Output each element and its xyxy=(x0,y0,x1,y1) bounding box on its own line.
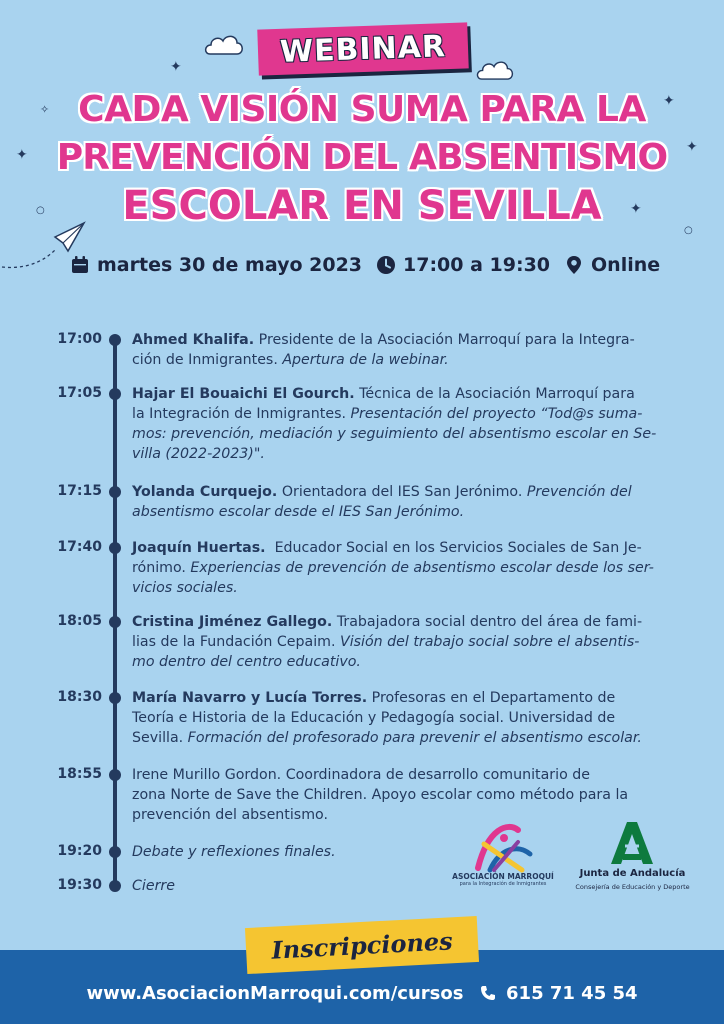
agenda-text-segment: Ahmed Khalifa. xyxy=(132,332,255,348)
agenda-text-segment: Educador Social en los Servicios Sociales de San Je- xyxy=(265,540,642,556)
agenda-description-line xyxy=(132,612,688,632)
agenda-description-line xyxy=(132,538,688,558)
phone-icon xyxy=(480,985,496,1001)
agenda-description-line xyxy=(132,330,688,350)
agenda-description-line xyxy=(132,482,688,502)
asociacion-subtitle: para la Integración de Inmigrantes xyxy=(459,881,547,887)
timeline-dot xyxy=(109,692,121,704)
agenda-description-line xyxy=(132,652,688,672)
title-line-1: CADA VISIÓN SUMA PARA LA xyxy=(78,89,646,130)
junta-andalucia-logo xyxy=(575,818,690,898)
agenda-text-segment: Sevilla. xyxy=(132,730,188,746)
agenda-description xyxy=(132,330,688,370)
sparkle-icon: ✦ xyxy=(170,59,182,75)
agenda-time: 17:15 xyxy=(57,483,102,499)
agenda-text-segment: zona Norte de Save the Children. Apoyo escolar como método para la xyxy=(132,787,629,803)
agenda-description xyxy=(132,482,688,522)
sparkle-icon: ○ xyxy=(36,205,45,216)
agenda-text-segment: Joaquín Huertas. xyxy=(132,540,266,556)
agenda-text-segment: Trabajadora social dentro del área de fami- xyxy=(332,614,643,630)
event-time xyxy=(376,254,550,276)
agenda-description-line xyxy=(132,765,688,785)
cloud-icon xyxy=(202,30,246,58)
agenda-text-segment: Irene Murillo Gordon. Coordinadora de desarrollo comunitario de xyxy=(132,767,591,783)
calendar-icon xyxy=(70,255,90,275)
contact-line xyxy=(0,983,724,1004)
agenda-description-line xyxy=(132,558,688,578)
agenda-text-segment: absentismo escolar desde el IES San Jerónimo. xyxy=(132,504,465,520)
agenda-text-segment: Profesoras en el Departamento de xyxy=(367,690,616,706)
agenda-description-line xyxy=(132,384,688,404)
agenda-text-segment: Cierre xyxy=(132,878,175,894)
timeline-dot xyxy=(109,846,121,858)
timeline-dot xyxy=(109,880,121,892)
agenda-description-line xyxy=(132,404,688,424)
agenda-text-segment: Formación del profesorado para prevenir el absentismo escolar. xyxy=(187,730,642,746)
agenda-text-segment: la Integración de Inmigrantes. xyxy=(132,406,351,422)
event-time-text: 17:00 a 19:30 xyxy=(403,254,551,276)
agenda-description-line xyxy=(132,728,688,748)
asociacion-marroqui-emblem-icon xyxy=(448,818,558,874)
event-title xyxy=(0,86,724,230)
location-pin-icon xyxy=(564,255,584,275)
agenda-text-segment: Presidente de la Asociación Marroquí para la Integra- xyxy=(254,332,635,348)
webinar-badge xyxy=(257,22,468,75)
timeline-dot xyxy=(109,542,121,554)
agenda-time: 17:05 xyxy=(57,385,102,401)
agenda-text-segment: lias de la Fundación Cepaim. xyxy=(132,634,340,650)
sparkle-icon: ○ xyxy=(684,225,693,236)
agenda-description-line xyxy=(132,578,688,598)
agenda-time: 18:05 xyxy=(57,613,102,629)
timeline-dot xyxy=(109,616,121,628)
agenda-text-segment: Prevención del xyxy=(526,484,632,500)
agenda-text-segment: vicios sociales. xyxy=(132,580,238,596)
agenda-text-segment: Técnica de la Asociación Marroquí para xyxy=(354,386,635,402)
timeline-dot xyxy=(109,769,121,781)
agenda-text-segment: Teoría e Historia de la Educación y Pedagogía social. Universidad de xyxy=(132,710,616,726)
agenda-description-line xyxy=(132,785,688,805)
agenda-text-segment: Yolanda Curquejo. xyxy=(132,484,278,500)
agenda-time: 17:00 xyxy=(57,331,102,347)
agenda-description xyxy=(132,538,688,598)
agenda-text-segment: Apertura de la webinar. xyxy=(282,352,449,368)
sparkle-icon: ✦ xyxy=(686,139,698,155)
agenda-description-line xyxy=(132,350,688,370)
agenda-text-segment: mos: prevención, mediación y seguimiento del absentismo escolar en Se- xyxy=(132,426,657,442)
agenda-text-segment: Debate y reflexiones finales. xyxy=(132,844,336,860)
inscripciones-label: Inscripciones xyxy=(270,925,454,965)
agenda-text-segment: prevención del absentismo. xyxy=(132,807,328,823)
agenda-text-segment: Orientadora del IES San Jerónimo. xyxy=(277,484,527,500)
sparkle-icon: ✦ xyxy=(630,201,642,217)
sparkle-icon: ✧ xyxy=(40,103,50,116)
agenda-text-segment: Experiencias de prevención de absentismo escolar desde los ser- xyxy=(190,560,654,576)
event-place xyxy=(564,254,660,276)
event-info-bar xyxy=(70,250,660,280)
agenda-description-line xyxy=(132,502,688,522)
agenda-text-segment: mo dentro del centro educativo. xyxy=(132,654,361,670)
agenda-text-segment: María Navarro y Lucía Torres. xyxy=(132,690,368,706)
clock-icon xyxy=(376,255,396,275)
sparkle-icon: ✦ xyxy=(663,93,675,109)
event-date-text: martes 30 de mayo 2023 xyxy=(97,254,363,276)
timeline-dot xyxy=(109,388,121,400)
agenda-description-line xyxy=(132,708,688,728)
junta-subtitle: Consejería de Educación y Deporte xyxy=(575,883,690,891)
cloud-icon xyxy=(474,56,516,83)
phone-number[interactable]: 615 71 45 54 xyxy=(506,983,638,1004)
title-line-3: ESCOLAR EN SEVILLA xyxy=(122,183,602,229)
agenda-text-segment: ción de Inmigrantes. xyxy=(132,352,283,368)
agenda-description xyxy=(132,765,688,825)
agenda-description-line xyxy=(132,424,688,444)
agenda-description xyxy=(132,688,688,748)
agenda-text-segment: Presentación del proyecto “Tod@s suma- xyxy=(350,406,643,422)
asociacion-name: ASOCIACIÓN MARROQUÍ xyxy=(452,872,554,881)
junta-andalucia-emblem-icon xyxy=(607,820,657,866)
agenda-time: 18:30 xyxy=(57,689,102,705)
title-line-2: PREVENCIÓN DEL ABSENTISMO xyxy=(56,137,668,178)
agenda-text-segment: villa (2022-2023)". xyxy=(132,446,265,462)
agenda-description xyxy=(132,612,688,672)
sparkle-icon: ✦ xyxy=(16,147,28,163)
timeline-dot xyxy=(109,334,121,346)
agenda-time: 17:40 xyxy=(57,539,102,555)
timeline-line xyxy=(113,338,117,883)
agenda-text-segment: Visión del trabajo social sobre el absentis- xyxy=(339,634,640,650)
event-date xyxy=(70,254,362,276)
event-place-text: Online xyxy=(591,254,661,276)
agenda-description xyxy=(132,384,688,464)
registration-url[interactable]: www.AsociacionMarroqui.com/cursos xyxy=(86,983,464,1004)
agenda-description-line xyxy=(132,688,688,708)
agenda-time: 19:20 xyxy=(57,843,102,859)
agenda-text-segment: Cristina Jiménez Gallego. xyxy=(132,614,333,630)
webinar-label: WEBINAR xyxy=(279,28,447,70)
asociacion-marroqui-logo xyxy=(448,818,558,898)
agenda-description-line xyxy=(132,444,688,464)
agenda-time: 19:30 xyxy=(57,877,102,893)
agenda-description-line xyxy=(132,632,688,652)
junta-name: Junta de Andalucía xyxy=(579,868,686,879)
asociacion-caption xyxy=(448,872,558,887)
agenda-text-segment: Hajar El Bouaichi El Gourch. xyxy=(132,386,355,402)
agenda-text-segment: rónimo. xyxy=(132,560,191,576)
agenda-time: 18:55 xyxy=(57,766,102,782)
timeline-dot xyxy=(109,486,121,498)
